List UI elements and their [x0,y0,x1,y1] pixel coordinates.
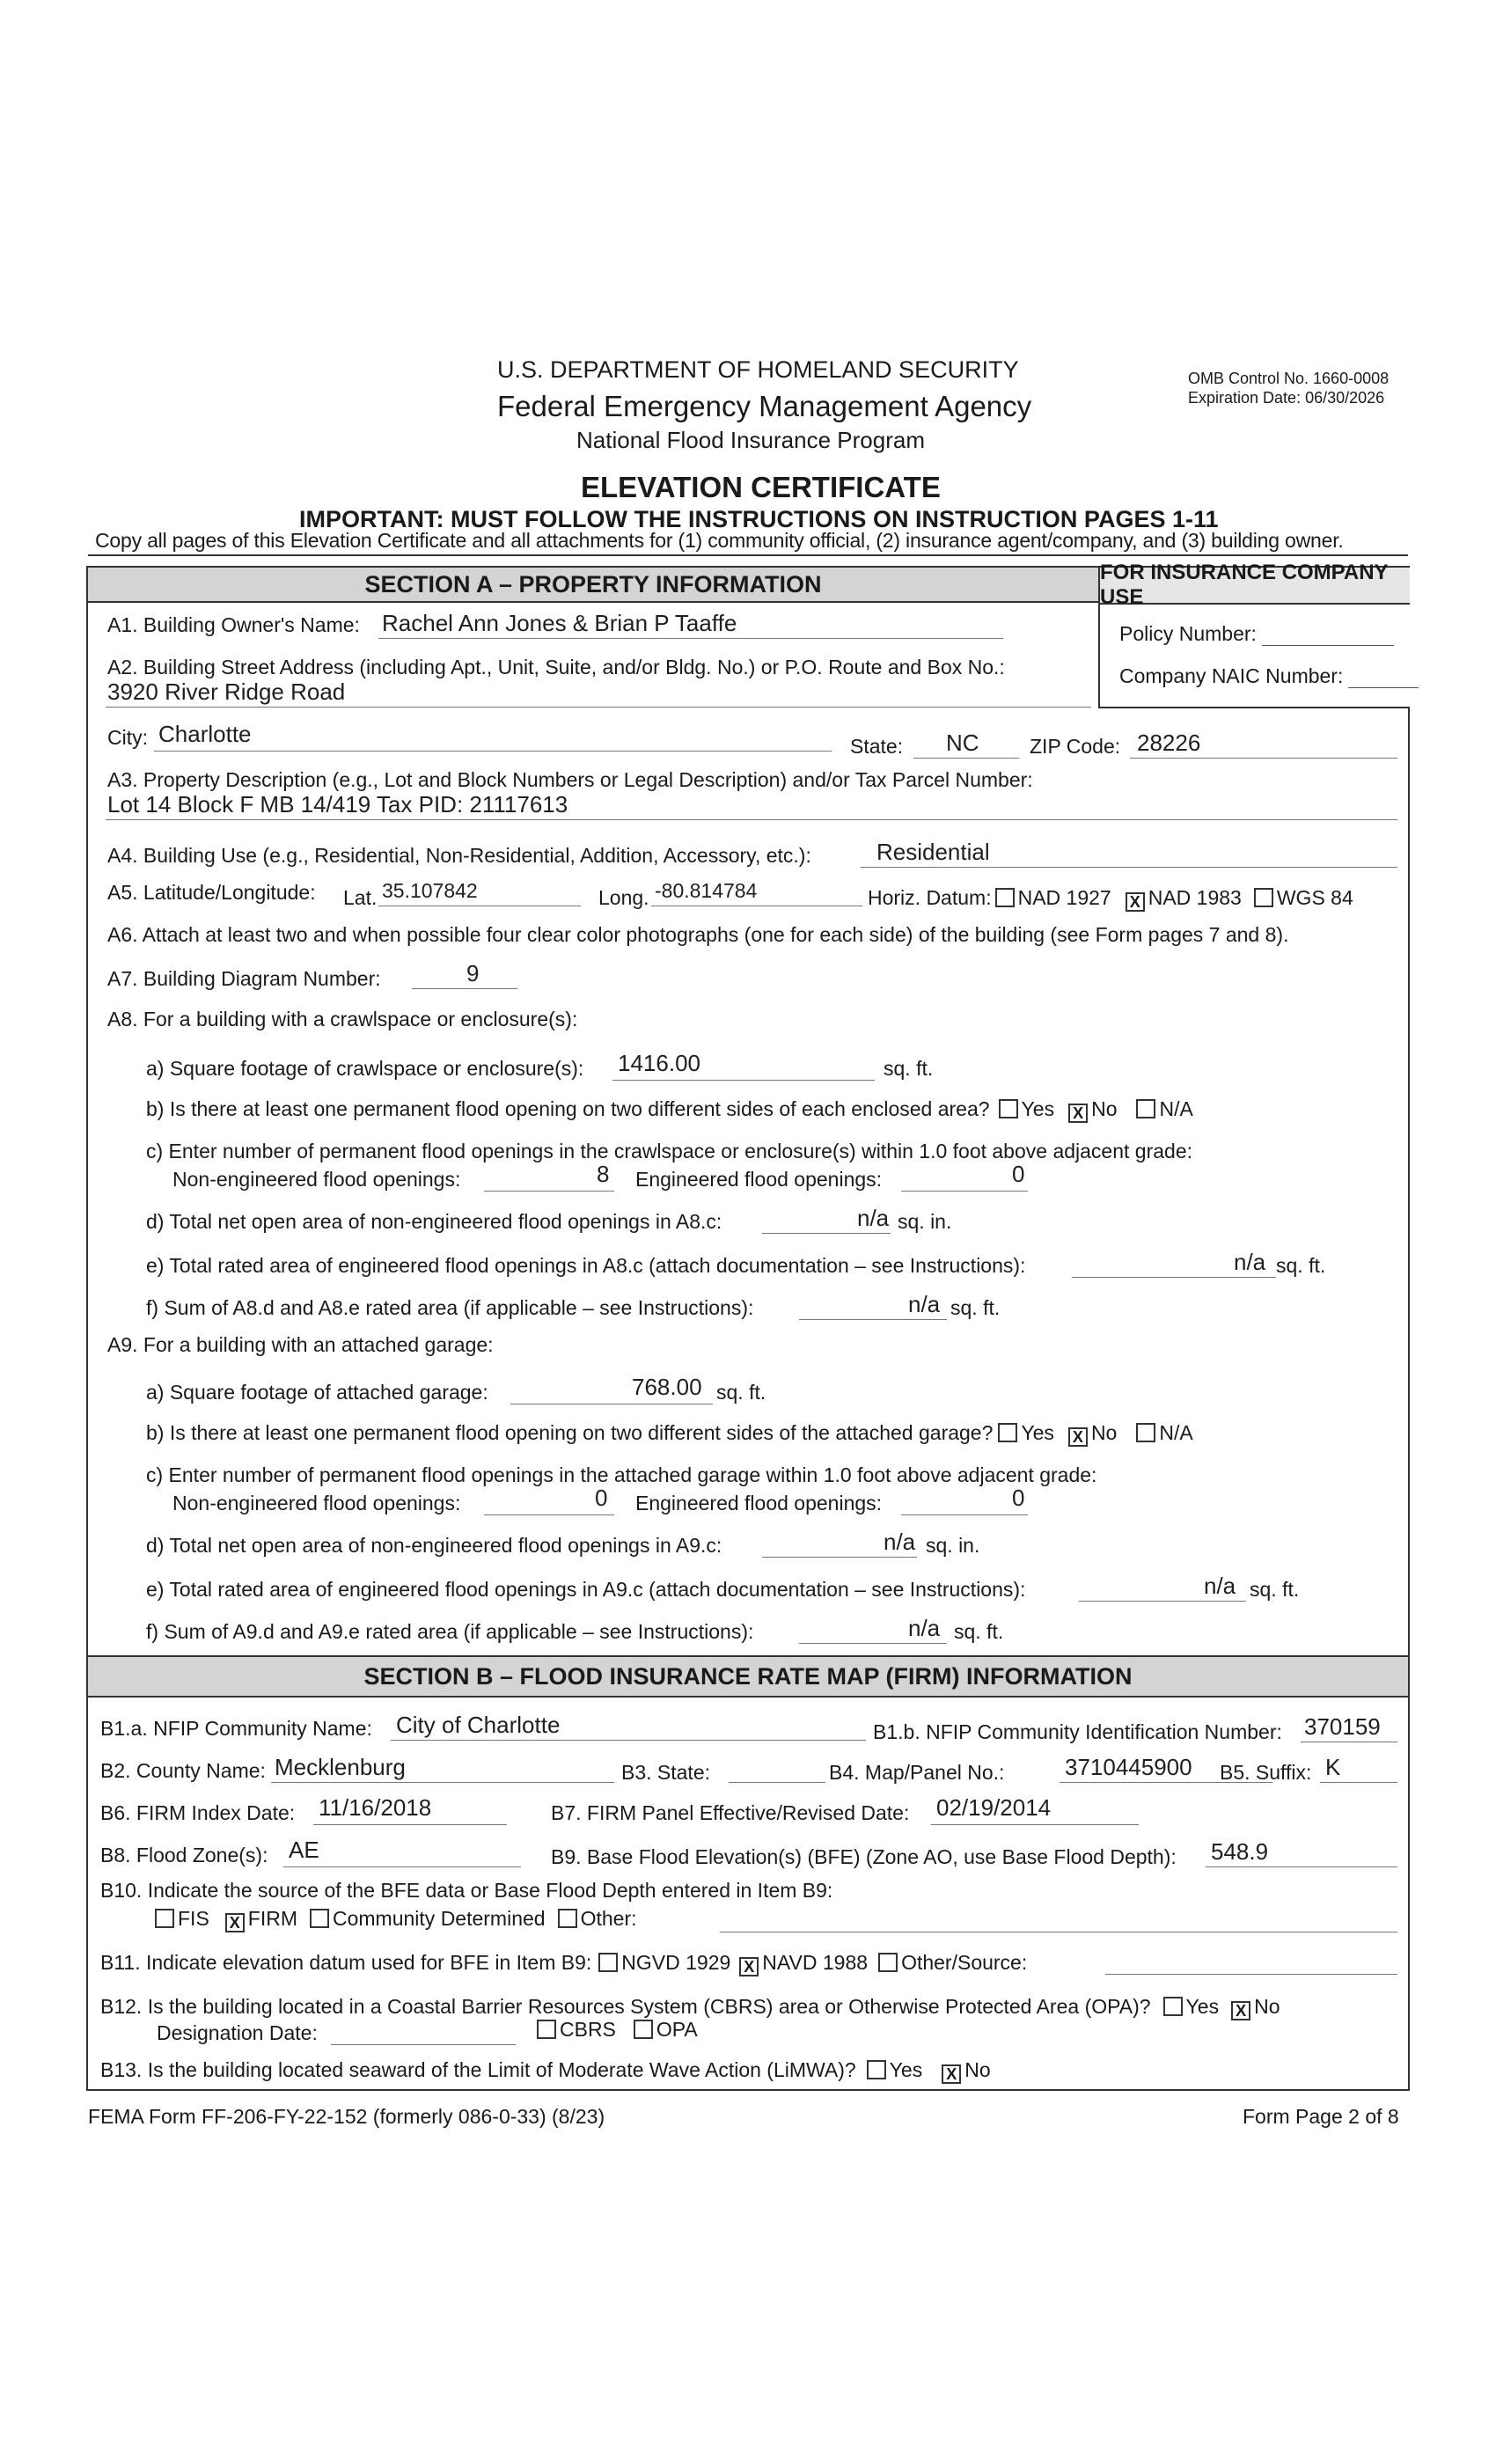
b12-cbrs-label: CBRS [560,2018,616,2041]
b11-other-underline [1105,1974,1397,1975]
a8b-no-label: No [1091,1097,1118,1120]
b11-navd-checkbox[interactable]: X [739,1957,759,1976]
b5-suffix[interactable]: K [1325,1754,1341,1780]
a8c-eng-label: Engineered flood openings: [635,1168,883,1191]
a4-label: A4. Building Use (e.g., Residential, Non-Residential, Addition, Accessory, etc.): [107,844,811,867]
a9d-underline [762,1557,917,1558]
a9e-underline [1079,1601,1246,1602]
a8f-underline [799,1319,947,1320]
a7-underline [412,988,517,989]
naic-number-row [1119,664,1419,688]
b12-no-checkbox[interactable]: X [1231,2001,1250,2020]
b7-underline [931,1824,1139,1825]
b5-label: B5. Suffix: [1220,1761,1312,1784]
b10-community-label: Community Determined [333,1907,546,1930]
a8c-non-label: Non-engineered flood openings: [172,1168,461,1191]
a2-street-address[interactable]: 3920 River Ridge Road [107,678,346,705]
b11-ngvd-label: NGVD 1929 [621,1951,731,1974]
a8e-value[interactable]: n/a [1234,1249,1266,1275]
b11-label: B11. Indicate elevation datum used for BFE in Item B9: [100,1951,592,1974]
a8c-eng-value[interactable]: 0 [1012,1161,1025,1187]
a9b-no-label: No [1090,1421,1118,1444]
a9f-value[interactable]: n/a [908,1615,941,1641]
policy-number-row [1119,622,1394,646]
a6-label: A6. Attach at least two and when possible four clear color photographs (one for each side) of the building (see Form pages 7 and 8). [107,923,1289,946]
a8d-value[interactable]: n/a [857,1205,890,1231]
b12-area-options [533,2018,698,2042]
a9b-label: b) Is there at least one permanent flood opening on two different sides of the attached garage? [146,1421,994,1444]
a8c-label: c) Enter number of permanent flood openings in the crawlspace or enclosure(s) within 1.0 foot above adjacent grade: [146,1140,1193,1162]
zip-value[interactable]: 28226 [1137,730,1201,756]
longitude-value[interactable]: -80.814784 [655,879,758,902]
b11-navd-label: NAVD 1988 [762,1951,869,1974]
b8-flood-zone[interactable]: AE [289,1837,319,1863]
a9b-na-checkbox[interactable] [1136,1423,1155,1442]
a9-label: A9. For a building with an attached garage: [107,1333,494,1356]
lat-label: Lat. [343,886,378,909]
nad1927-label: NAD 1927 [1017,886,1111,909]
section-a-header: SECTION A – PROPERTY INFORMATION [88,568,1098,603]
a9d-unit: sq. in. [926,1534,980,1557]
a9b-na-label: N/A [1159,1421,1193,1444]
b1a-label: B1.a. NFIP Community Name: [100,1717,372,1740]
a9a-unit: sq. ft. [716,1381,766,1404]
a8b-no-checkbox[interactable]: X [1068,1104,1088,1123]
b10-options [151,1907,637,1932]
b5-underline [1320,1782,1397,1783]
city-value[interactable]: Charlotte [158,721,252,747]
a4-underline [861,867,1397,868]
a4-building-use[interactable]: Residential [876,839,990,865]
form-title: ELEVATION CERTIFICATE [581,471,941,503]
a8-label: A8. For a building with a crawlspace or enclosure(s): [107,1008,578,1030]
a8e-label: e) Total rated area of engineered flood openings in A8.c (attach documentation – see Instructions): [146,1254,1026,1277]
b12-designation-label: Designation Date: [157,2021,318,2044]
b9-bfe[interactable]: 548.9 [1211,1838,1269,1865]
b2-label: B2. County Name: [100,1759,266,1782]
expiration-date: Expiration Date: 06/30/2026 [1188,389,1385,407]
b9-underline [1206,1866,1397,1867]
b10-fis-label: FIS [178,1907,209,1930]
b3-label: B3. State: [621,1761,711,1784]
b12-designation-underline [331,2044,516,2045]
a9f-label: f) Sum of A9.d and A9.e rated area (if applicable – see Instructions): [146,1620,754,1643]
a9a-value[interactable]: 768.00 [632,1374,702,1400]
b12-opa-checkbox[interactable] [634,2020,653,2039]
a1-owner-name[interactable]: Rachel Ann Jones & Brian P Taaffe [382,610,737,636]
city-underline [154,751,832,752]
a8f-label: f) Sum of A8.d and A8.e rated area (if applicable – see Instructions): [146,1296,754,1319]
b12-yes-checkbox[interactable] [1163,1997,1183,2016]
a8a-unit: sq. ft. [884,1057,934,1080]
b9-label: B9. Base Flood Elevation(s) (BFE) (Zone AO, use Base Flood Depth): [551,1845,1177,1868]
a9d-label: d) Total net open area of non-engineered flood openings in A9.c: [146,1534,722,1557]
insurance-company-box [1098,561,1410,708]
a8b-row [146,1097,1193,1123]
a9c-eng-value[interactable]: 0 [1012,1485,1025,1511]
b13-row [100,2058,991,2084]
a9c-eng-underline [901,1514,1028,1515]
wgs84-label: WGS 84 [1276,886,1353,909]
a1-underline [378,638,1003,639]
a8f-value[interactable]: n/a [908,1291,941,1317]
b11-ngvd-checkbox[interactable] [598,1953,618,1972]
a9f-underline [799,1643,947,1644]
b10-community-checkbox[interactable] [310,1909,329,1928]
a9f-unit: sq. ft. [954,1620,1004,1643]
a9c-non-value[interactable]: 0 [595,1485,608,1511]
b10-label: B10. Indicate the source of the BFE data or Base Flood Depth entered in Item B9: [100,1879,833,1902]
a9c-non-underline [484,1514,614,1515]
b6-underline [313,1824,507,1825]
city-label: City: [107,726,148,749]
page-number: Form Page 2 of 8 [1243,2105,1399,2128]
b10-firm-checkbox[interactable]: X [225,1913,245,1932]
zip-underline [1130,758,1397,759]
b4-label: B4. Map/Panel No.: [829,1761,1005,1784]
b12-yes-label: Yes [1185,1995,1220,2018]
nad1983-checkbox[interactable]: X [1126,892,1145,912]
a2-label: A2. Building Street Address (including Apt., Unit, Suite, and/or Bldg. No.) or P.O. Route and Box No.: [107,656,1005,678]
a8b-yes-checkbox[interactable] [999,1099,1018,1118]
b1b-label: B1.b. NFIP Community Identification Number: [873,1720,1282,1743]
a2-underline [106,707,1091,708]
b13-label: B13. Is the building located seaward of the Limit of Moderate Wave Action (LiMWA)? [100,2058,856,2081]
b7-firm-panel-date[interactable]: 02/19/2014 [936,1794,1052,1821]
policy-number-field[interactable] [1262,626,1394,646]
latitude-value[interactable]: 35.107842 [382,879,478,902]
b13-no-label: No [964,2058,991,2081]
agency-name: Federal Emergency Management Agency [497,390,1032,422]
a9e-unit: sq. ft. [1250,1578,1300,1601]
a8c-eng-underline [901,1191,1028,1192]
state-label: State: [850,735,904,758]
b10-firm-label: FIRM [247,1907,297,1930]
a8a-label: a) Square footage of crawlspace or enclosure(s): [146,1057,584,1080]
b2-underline [271,1782,614,1783]
a5-label: A5. Latitude/Longitude: [107,881,316,904]
a8f-unit: sq. ft. [950,1296,1001,1319]
b13-yes-label: Yes [889,2058,923,2081]
a8b-yes-label: Yes [1021,1097,1055,1120]
b12-no-label: No [1254,1995,1280,2018]
b1b-community-id[interactable]: 370159 [1304,1713,1381,1740]
form-identifier: FEMA Form FF-206-FY-22-152 (formerly 086-0-33) (8/23) [88,2105,605,2128]
a8c-non-value[interactable]: 8 [597,1161,610,1187]
naic-number-label: Company NAIC Number: [1119,664,1344,687]
a9a-label: a) Square footage of attached garage: [146,1381,488,1404]
b10-other-label: Other: [580,1907,637,1930]
a9e-label: e) Total rated area of engineered flood openings in A9.c (attach documentation – see Instructions): [146,1578,1026,1601]
a7-diagram-number[interactable]: 9 [466,960,480,986]
b6-label: B6. FIRM Index Date: [100,1801,296,1824]
a9b-yes-checkbox[interactable] [998,1423,1017,1442]
b4-map-panel[interactable]: 3710445900 [1065,1754,1192,1780]
horiz-datum-label: Horiz. Datum: [868,886,992,909]
a8d-underline [762,1233,891,1234]
b8-label: B8. Flood Zone(s): [100,1844,268,1866]
b10-other-checkbox[interactable] [558,1909,577,1928]
a8d-label: d) Total net open area of non-engineered flood openings in A8.c: [146,1210,722,1233]
a3-label: A3. Property Description (e.g., Lot and Block Numbers or Legal Description) and/or Tax Parcel Number: [107,768,1033,791]
a8e-unit: sq. ft. [1276,1254,1326,1277]
b12-opa-label: OPA [656,2018,698,2041]
wgs84-checkbox[interactable] [1254,888,1273,907]
a8d-unit: sq. in. [898,1210,952,1233]
b12-row [100,1995,1280,2020]
insurance-box-title: FOR INSURANCE COMPANY USE [1100,568,1410,605]
a9e-value[interactable]: n/a [1204,1573,1236,1599]
horiz-datum-row [868,886,1353,912]
b12-cbrs-checkbox[interactable] [537,2020,556,2039]
b8-underline [283,1866,521,1867]
state-underline [913,758,1019,759]
copy-notice: Copy all pages of this Elevation Certificate and all attachments for (1) community official, (2) insurance agent/company, and (3) building owner. [95,529,1344,552]
a9b-row [146,1421,1193,1447]
b10-fis-checkbox[interactable] [155,1909,174,1928]
nad1983-label: NAD 1983 [1148,886,1242,909]
b1a-underline [391,1740,866,1741]
state-value[interactable]: NC [946,730,979,756]
naic-number-field[interactable] [1348,668,1419,688]
policy-number-label: Policy Number: [1119,622,1257,645]
a9d-value[interactable]: n/a [884,1529,916,1555]
zip-label: ZIP Code: [1030,735,1121,758]
a8b-na-label: N/A [1159,1097,1193,1120]
important-notice: IMPORTANT: MUST FOLLOW THE INSTRUCTIONS ON INSTRUCTION PAGES 1-11 [299,506,1219,532]
a8b-na-checkbox[interactable] [1136,1099,1155,1118]
a9c-eng-label: Engineered flood openings: [635,1492,883,1514]
b12-label: B12. Is the building located in a Coastal Barrier Resources System (CBRS) area or Otherwise Protected Area (OPA)? [100,1995,1151,2018]
a3-property-description[interactable]: Lot 14 Block F MB 14/419 Tax PID: 21117613 [107,791,568,818]
a7-label: A7. Building Diagram Number: [107,967,381,990]
a8b-label: b) Is there at least one permanent flood opening on two different sides of each enclosed area? [146,1097,990,1120]
b13-yes-checkbox[interactable] [867,2060,886,2079]
b11-other-label: Other/Source: [901,1951,1028,1974]
long-label: Long. [598,886,649,909]
b1a-community-name[interactable]: City of Charlotte [396,1712,561,1738]
program-name: National Flood Insurance Program [576,427,925,453]
a9b-yes-label: Yes [1021,1421,1054,1444]
omb-info [1188,369,1389,407]
b11-other-checkbox[interactable] [878,1953,898,1972]
a9c-non-label: Non-engineered flood openings: [172,1492,461,1514]
a8a-underline [612,1080,875,1081]
a8e-underline [1072,1277,1276,1278]
section-b-header: SECTION B – FLOOD INSURANCE RATE MAP (FIRM) INFORMATION [88,1655,1408,1698]
a1-label: A1. Building Owner's Name: [107,613,360,636]
a3-underline [106,819,1397,820]
b7-label: B7. FIRM Panel Effective/Revised Date: [551,1801,910,1824]
b3-underline [729,1782,825,1783]
a8a-value[interactable]: 1416.00 [618,1050,700,1076]
b6-firm-index-date[interactable]: 11/16/2018 [319,1794,432,1821]
a9b-no-checkbox[interactable]: X [1068,1427,1088,1447]
a9c-label: c) Enter number of permanent flood openings in the attached garage within 1.0 foot above adjacent grade: [146,1463,1097,1486]
a8c-non-underline [484,1191,614,1192]
omb-control-number: OMB Control No. 1660-0008 [1188,370,1390,387]
b13-no-checkbox[interactable]: X [942,2064,961,2084]
b11-row [100,1951,1027,1976]
divider [88,554,1408,556]
nad1927-checkbox[interactable] [995,888,1015,907]
department-name: U.S. DEPARTMENT OF HOMELAND SECURITY [497,356,1019,383]
form-body [86,561,1410,2091]
b2-county-name[interactable]: Mecklenburg [275,1754,406,1780]
